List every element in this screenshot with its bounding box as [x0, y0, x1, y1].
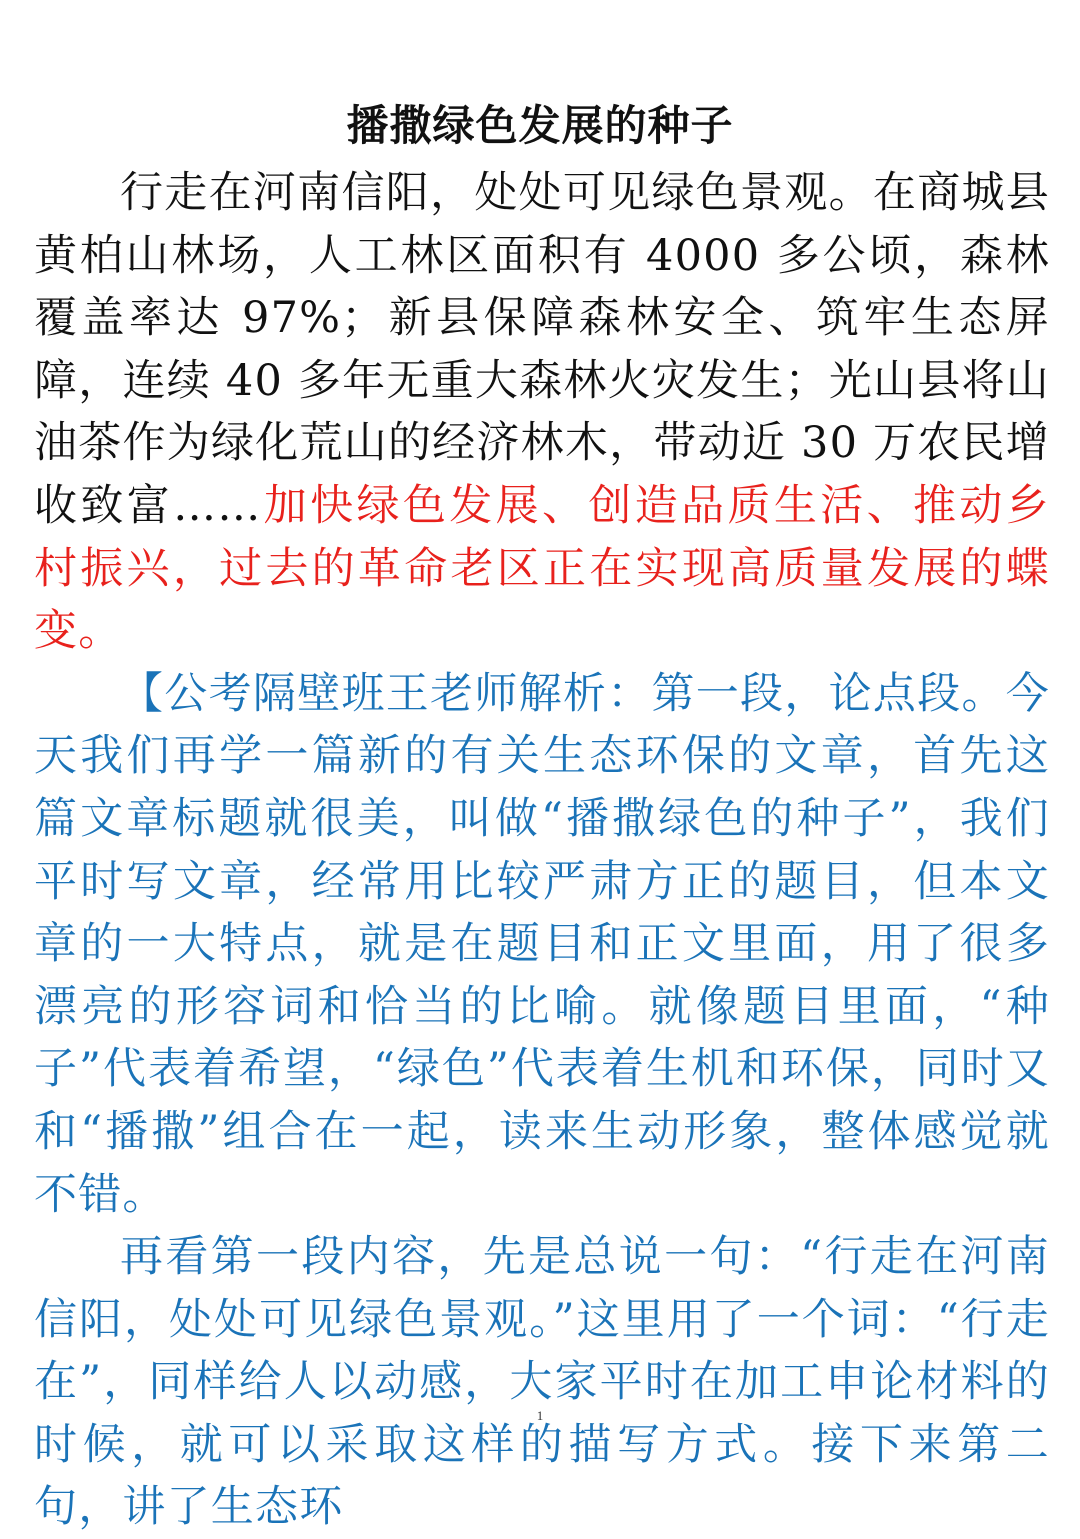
paragraph-analysis-continued: 再看第一段内容，先是总说一句：“行走在河南信阳，处处可见绿色景观。”这里用了一个词：“行走在”，同样给人以动感，大家平时在加工申论材料的时候，就可以采取这样的描写方式。接下来第二句，讲了生态环	[34, 1232, 1050, 1533]
paragraph-analysis: 【公考隔壁班王老师解析：第一段，论点段。今天我们再学一篇新的有关生态环保的文章，首先这篇文章标题就很美，叫做“播撒绿色的种子”，我们平时写文章，经常用比较严肃方正的题目，但本文章的一大特点，就是在题目和正文里面，用了很多漂亮的形容词和恰当的比喻。就像题目里面，“种子”代表着希望，“绿色”代表着生机和环保，同时又和“播撒”组合在一起，读来生动形象，整体感觉就不错。	[34, 668, 1050, 1220]
document-body	[34, 162, 1050, 1539]
document-title: 播撒绿色发展的种子	[346, 101, 734, 150]
paragraph-intro	[34, 162, 1050, 663]
paragraph-intro-highlight: 加快绿色发展、创造品质生活、推动乡村振兴，过去的革命老区正在实现高质量发展的蝶变。	[34, 480, 1051, 657]
paragraph-intro-text: 行走在河南信阳，处处可见绿色景观。在商城县黄柏山林场，人工林区面积有 4000 多公顷，森林覆盖率达 97%；新县保障森林安全、筑牢生态屏障，连续 40 多年无重大森林火灾发生；光山县将山油茶作为绿化荒山的经济林木，带动近 30 万农民增收致富……	[34, 168, 1050, 531]
page-number: 1	[536, 1408, 544, 1423]
